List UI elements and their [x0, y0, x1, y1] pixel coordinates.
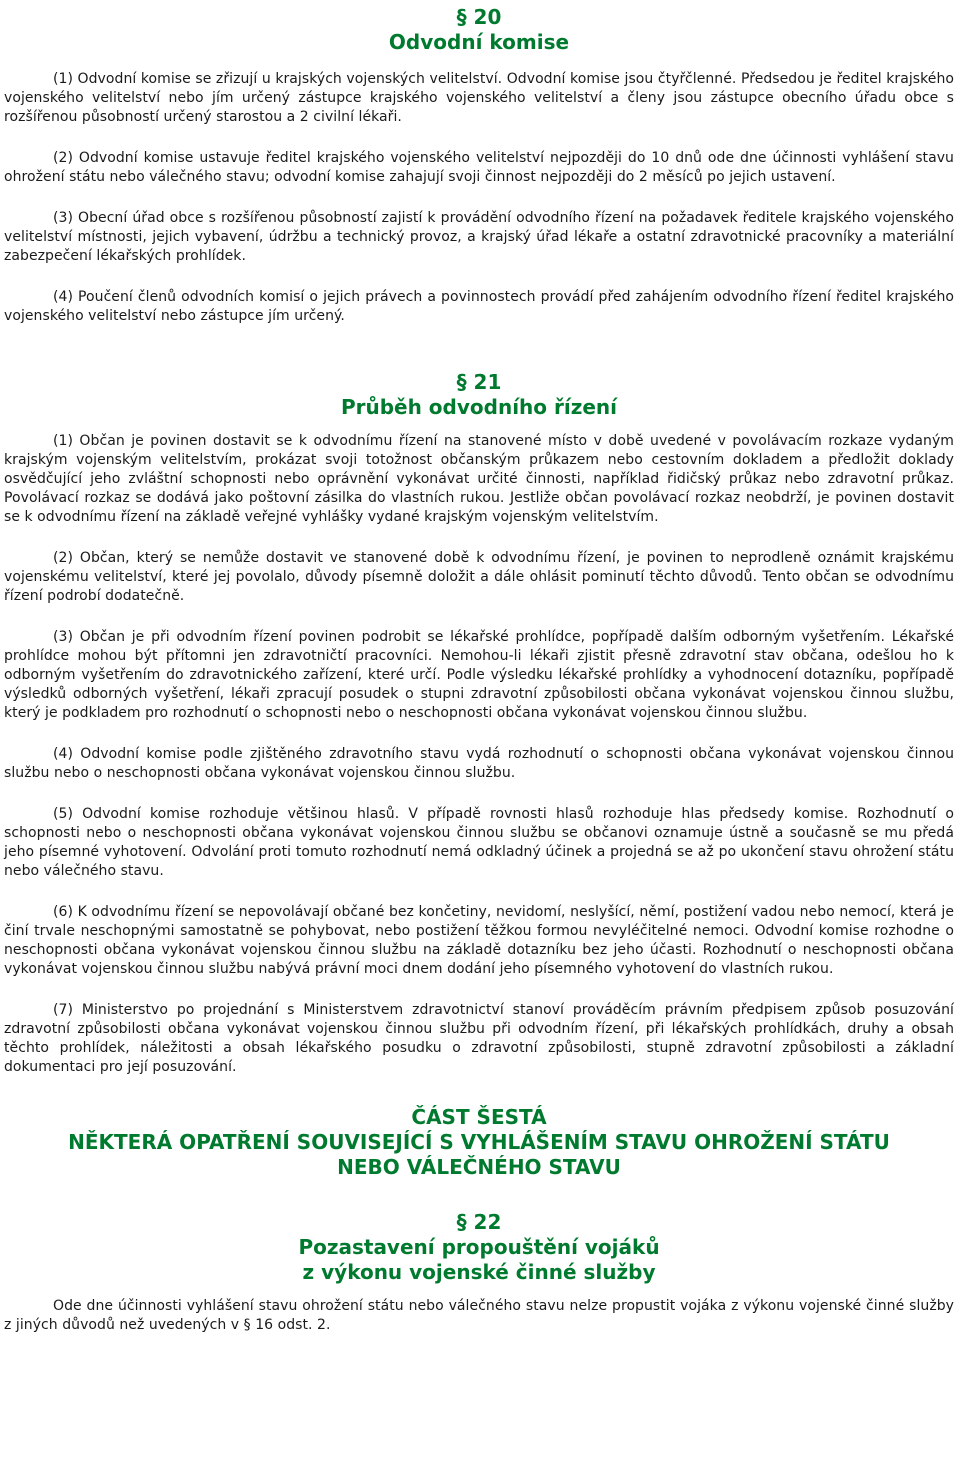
section-22-heading — [4, 1210, 954, 1285]
part-6-title-line-2: NEBO VÁLEČNÉHO STAVU — [337, 1155, 621, 1179]
paragraph: (2) Odvodní komise ustavuje ředitel krajského vojenského velitelství nejpozději do 10 dnů ode dne účinnosti vyhlášení stavu ohrožení státu nebo válečného stavu; odvodní komise zahajují svoji činnost nejpozději do 2 měsíců po jejich ustavení. — [4, 150, 954, 185]
paragraph: (5) Odvodní komise rozhoduje většinou hlasů. V případě rovnosti hlasů rozhoduje hlas předsedy komise. Rozhodnutí o schopnosti nebo o neschopnosti občana vykonávat vojenskou činnou službu se občanovi oznamuje ústně a současně se mu předá jeho písemné vyhotovení. Odvolání proti tomuto rozhodnutí nemá odkladný účinek a projedná se až po ukončení stavu ohrožení státu nebo válečného stavu. — [4, 806, 954, 879]
paragraph: (2) Občan, který se nemůže dostavit ve stanovené době k odvodnímu řízení, je povinen to neprodleně oznámit krajskému vojenskému velitelství, které jej povolalo, důvody písemně doložit a dále ohlásit pominutí těchto důvodů. Tento občan se odvodnímu řízení podrobí dodatečně. — [4, 550, 954, 604]
paragraph: (7) Ministerstvo po projednání s Ministerstvem zdravotnictví stanoví prováděcím právním předpisem způsob posuzování zdravotní způsobilosti občana vykonávat vojenskou činnou službu při odvodním řízení, při lékařských prohlídkách, druhy a obsah těchto prohlídek, náležitosti a obsah lékařského posudku o zdravotní způsobilosti, stupně zdravotní způsobilosti a základní dokumentaci pro její posuzování. — [4, 1002, 954, 1075]
paragraph: (3) Občan je při odvodním řízení povinen podrobit se lékařské prohlídce, popřípadě dalším odborným vyšetřením. Lékařské prohlídce mohou být přítomni jen zdravotničtí pracovníci. Nemohou-li lékaři zjistit přesně zdravotní stav občana, odešlou ho k odborným vyšetřením do zdravotnického zařízení, které určí. Podle výsledku lékařské prohlídky a vyhodnocení dotazníku, popřípadě výsledků odborných vyšetření, lékaři zpracují posudek o stupni zdravotní způsobilosti občana vykonávat vojenskou činnou službu, který je podkladem pro rozhodnutí o schopnosti nebo o neschopnosti občana vykonávat vojenskou činnou službu. — [4, 629, 954, 721]
paragraph: (6) K odvodnímu řízení se nepovolávají občané bez končetiny, nevidomí, neslyšící, němí, postižení vadou nebo nemocí, která je činí trvale neschopnými samostatně se pohybovat, nebo postižení těžkou formou nevyléčitelné nemoci. Odvodní komise rozhodne o neschopnosti občana vykonávat vojenskou činnou službu na základě dotazníku bez jeho účasti. Rozhodnutí o neschopnosti občana vykonávat vojenskou činnou službu nabývá právní moci dnem dodání jeho písemného vyhotovení do vlastních rukou. — [4, 904, 954, 977]
paragraph: (3) Obecní úřad obce s rozšířenou působností zajistí k provádění odvodního řízení na požadavek ředitele krajského vojenského velitelství místnosti, jejich vybavení, údržbu a technický provoz, a krajský úřad lékaře a ostatní zdravotnické pracovníky a materiální zabezpečení lékařských prohlídek. — [4, 210, 954, 264]
paragraph: Ode dne účinnosti vyhlášení stavu ohrožení státu nebo válečného stavu nelze propustit vojáka z výkonu vojenské činné služby z jiných důvodů než uvedených v § 16 odst. 2. — [4, 1298, 954, 1333]
section-21-heading — [4, 370, 954, 420]
paragraph: (1) Občan je povinen dostavit se k odvodnímu řízení na stanovené místo v době uvedené v povolávacím rozkaze vydaným krajským vojenským velitelstvím, prokázat svoji totožnost občanským průkazem nebo cestovním dokladem a předložit doklady osvědčující jeho zvláštní schopnosti nebo oprávnění vykonávat určité činnosti, například řidičský průkaz nebo zdravotní průkaz. Povolávací rozkaz se dodává jako poštovní zásilka do vlastních rukou. Jestliže občan povolávací rozkaz neobdrží, je povinen dostavit se k odvodnímu řízení na základě veřejné vyhlášky vydané krajským vojenským velitelstvím. — [4, 433, 954, 525]
paragraph: (1) Odvodní komise se zřizují u krajských vojenských velitelství. Odvodní komise jsou čtyřčlenné. Předsedou je ředitel krajského vojenského velitelství nebo jím určený zástupce krajského vojenského velitelství a členy jsou zástupce obecního úřadu obce s rozšířenou působností určený starostou a 2 civilní lékaři. — [4, 71, 954, 125]
section-20-number: § 20 — [456, 5, 502, 29]
part-6-heading — [4, 1105, 954, 1180]
paragraph: (4) Poučení členů odvodních komisí o jejich právech a povinnostech provádí před zahájením odvodního řízení ředitel krajského vojenského velitelství nebo zástupce jím určený. — [4, 289, 954, 324]
section-22-title-line-1: Pozastavení propouštění vojáků — [298, 1235, 660, 1259]
paragraph: (4) Odvodní komise podle zjištěného zdravotního stavu vydá rozhodnutí o schopnosti občana vykonávat vojenskou činnou službu nebo o neschopnosti občana vykonávat vojenskou činnou službu. — [4, 746, 954, 781]
part-6-label: ČÁST ŠESTÁ — [411, 1105, 547, 1129]
section-21-title: Průběh odvodního řízení — [340, 395, 618, 419]
part-6-title-line-1: NĚKTERÁ OPATŘENÍ SOUVISEJÍCÍ S VYHLÁŠENÍM STAVU OHROŽENÍ STÁTU — [68, 1130, 890, 1154]
section-20-title: Odvodní komise — [388, 30, 570, 54]
section-21-number: § 21 — [456, 370, 502, 394]
section-20-heading — [4, 0, 954, 55]
section-22-number: § 22 — [456, 1210, 502, 1234]
section-22-title-line-2: z výkonu vojenské činné služby — [302, 1260, 656, 1284]
